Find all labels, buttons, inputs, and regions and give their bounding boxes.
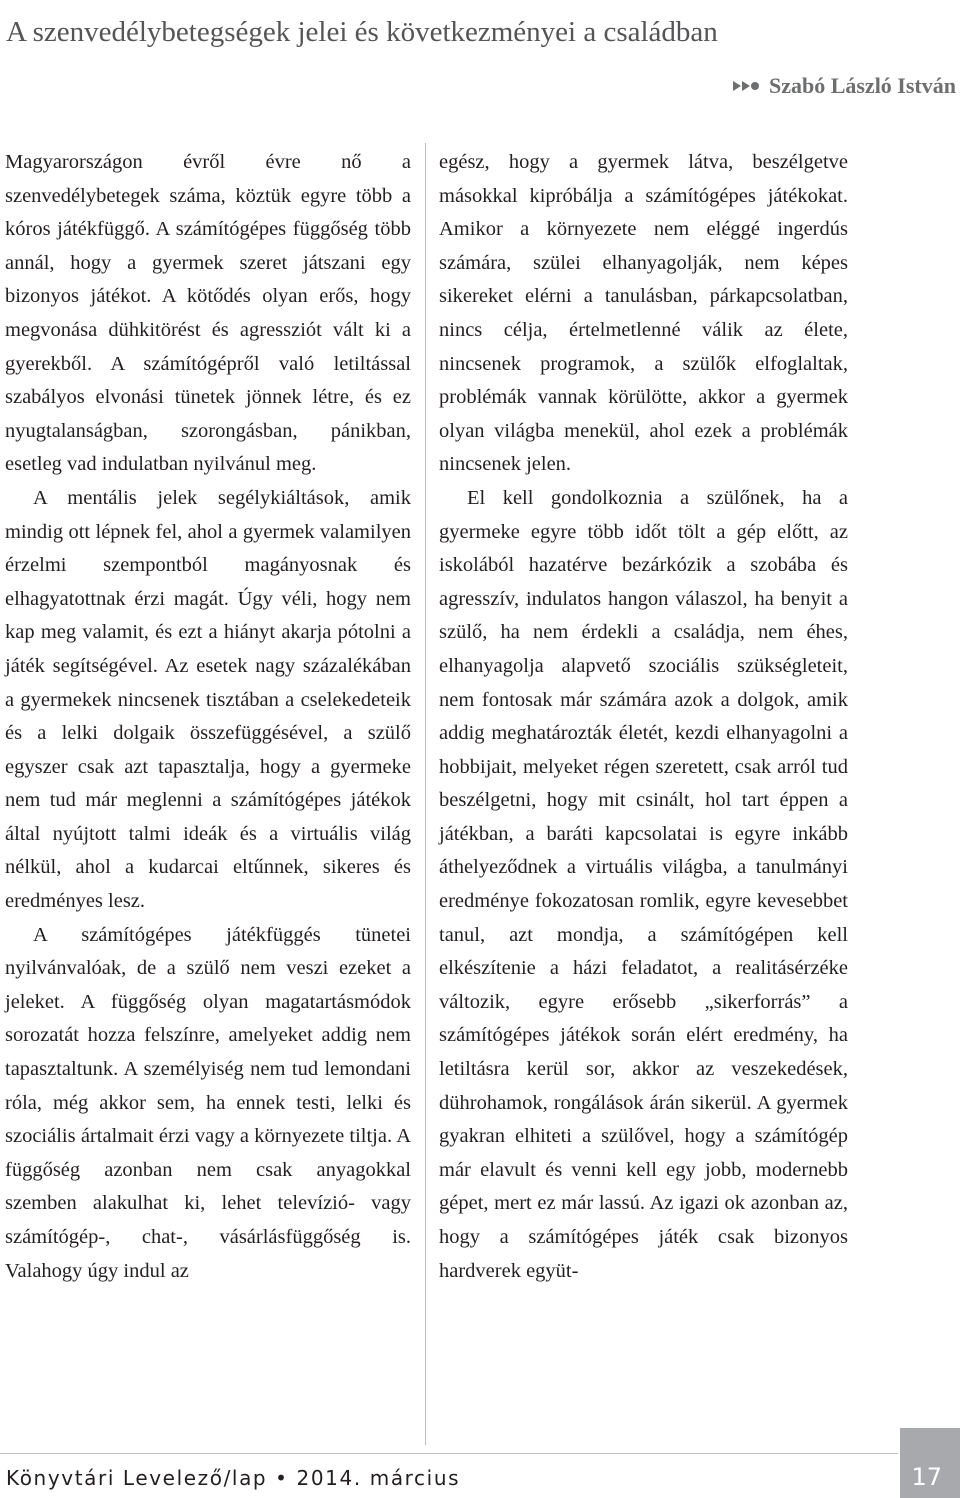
author-name: Szabó László István: [768, 73, 956, 98]
page-number: 17: [911, 1463, 942, 1491]
journal-footer: Könyvtári Levelező/lap • 2014. március: [6, 1466, 461, 1490]
paragraph: A mentális jelek segélykiáltások, amik mindig ott lépnek fel, ahol a gyermek valamilyen érzelmi szempontból magányosnak és elhagyatottnak érzi magát. Úgy véli, hogy nem kap meg valamit, és ezt a hiányt akarja pótolni a játék segítségével. Az esetek nagy százalékában a gyermekek nincsenek tisztában a cselekedeteik és a lelki dolgaik összefüggésével, a szülő egyszer csak azt tapasztalja, hogy a gyermeke nem tud már meglenni a számítógépes játékok által nyújtott talmi ideák és a virtuális világ nélkül, ahol a kudarcai eltűnnek, sikeres és eredményes lesz.: [5, 486, 411, 913]
page-number-box: [900, 1428, 960, 1498]
text-column-right: [439, 146, 848, 1288]
paragraph: egész, hogy a gyermek látva, beszélgetve másokkal kipróbálja a számítógépes játékokat. Amikor a környezete nem eléggé ingerdús számára, szülei elhanyagolják, nem képes sikereket elérni a tanulásban, párkapcsolatban, nincs célja, értelmetlenné válik az élete, nincsenek programok, a szülők elfoglaltak, problémák vannak körülötte, akkor a gyermek olyan világba menekül, ahol ezek a problémák nincsenek jelen.: [439, 151, 848, 476]
article-title: A szenvedélybetegségek jelei és következményei a családban: [6, 16, 718, 48]
author-line: [731, 70, 956, 102]
paragraph: Magyarországon évről évre nő a szenvedélybetegek száma, köztük egyre több a kóros játékfüggő. A számítógépes függőség több annál, hogy a gyermek szeret játszani egy bizonyos játékot. A kötődés olyan erős, hogy megvonása dühkitörést és agressziót vált ki a gyerekből. A számítógépről való letiltással szabályos elvonási tünetek jönnek létre, és ez nyugtalanságban, szorongásban, pánikban, esetleg vad indulatban nyilvánul meg.: [5, 151, 411, 476]
paragraph: El kell gondolkoznia a szülőnek, ha a gyermeke egyre több időt tölt a gép előtt, az iskolából hazatérve bezárkózik a szobába és agresszív, indulatos hangon válaszol, ha benyit a szülő, ha nem érdekli a családja, nem éhes, elhanyagolja alapvető szociális szükségleteit, nem fontosak már számára azok a dolgok, amik addig meghatározták életét, kezdi elhanyagolni a hobbijait, melyeket régen szeretett, csak arról tud beszélgetni, hogy mit csinált, hol tart éppen a játékban, a baráti kapcsolatai is egyre inkább áthelyeződnek a virtuális világba, a tanulmányi eredménye fokozatosan romlik, egyre kevesebbet tanul, azt mondja, a számítógépen kell elkészítenie a házi feladatot, a realitásérzéke változik, egyre erősebb „sikerforrás” a számítógépes játékok során elért eredmény, ha letiltásra kerül sor, akkor az veszekedések, dührohamok, rongálások árán sikerül. A gyermek gyakran elhiteti a szülővel, hogy a számítógép már elavult és venni kell egy jobb, modernebb gépet, mert ez már lassú. Az igazi ok azonban az, hogy a számítógépes játék csak bizonyos hardverek együt-: [439, 486, 848, 1282]
double-arrow-icon: [731, 77, 761, 95]
text-column-left: [5, 146, 411, 1288]
paragraph: A számítógépes játékfüggés tünetei nyilvánvalóak, de a szülő nem veszi ezeket a jeleket. A függőség olyan magatartásmódok sorozatát hozza felszínre, amelyeket addig nem tapasztaltunk. A személyiség nem tud lemondani róla, még akkor sem, ha ennek testi, lelki és szociális ártalmait érzi vagy a környezete tiltja. A függőség azonban nem csak anyagokkal szemben alakulhat ki, lehet televízió- vagy számítógép-, chat-, vásárlásfüggőség is. Valahogy úgy indul az: [5, 923, 411, 1282]
column-divider: [425, 143, 426, 1445]
footer-rule: [0, 1453, 898, 1454]
